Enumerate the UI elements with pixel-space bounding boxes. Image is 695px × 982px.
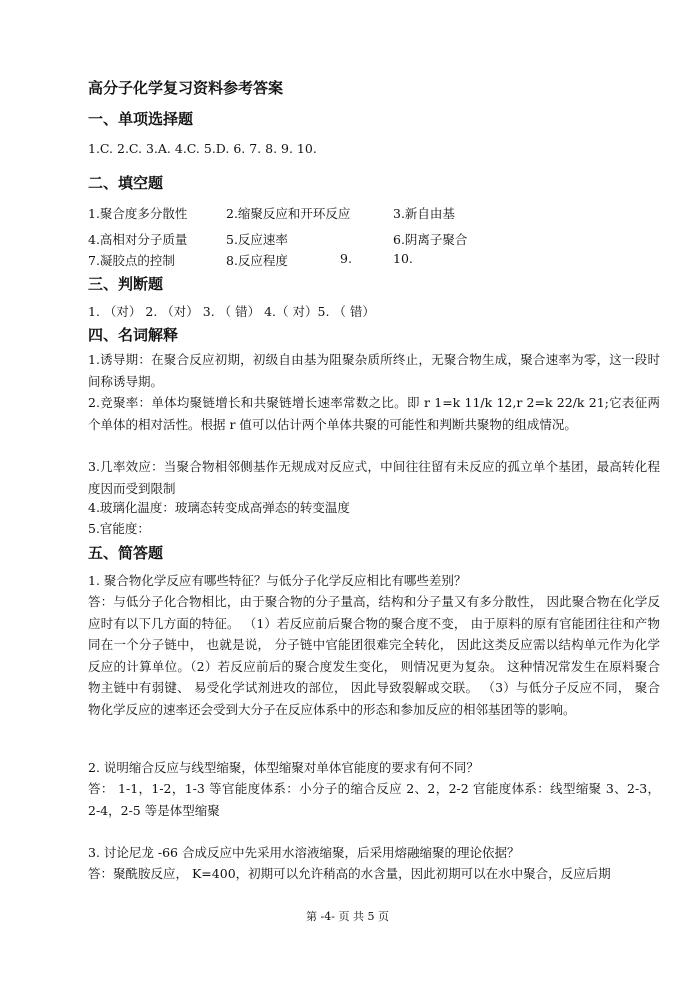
term-5: 5.官能度：: [88, 521, 150, 536]
section-2-heading: 二、填空题: [88, 174, 164, 192]
answer-2: 答： 1-1，1-2，1-3 等官能度体系：小分子的缩合反应 2、2，2-2 官能度体系：线型缩聚 3、2-3， 2-4，2-5 等是体型缩聚: [88, 781, 660, 818]
fill-answer-3: 3.新自由基: [393, 206, 455, 221]
fill-answer-7: 7.凝胶点的控制: [88, 253, 175, 268]
fill-answer-6: 6.阴离子聚合: [393, 232, 468, 247]
term-2: 2.竞聚率：单体均聚链增长和共聚链增长速率常数之比。即 r 1=k 11/k 12,r 2=k 22/k 21;它表征两个单体的相对活性。根据 r 值可以估计两个单体共聚的可能性和判断共聚物的组成情况。: [88, 395, 660, 432]
section-1-heading: 一、单项选择题: [88, 110, 194, 128]
fill-answer-8: 8.反应程度: [226, 253, 288, 268]
fill-answer-2: 2.缩聚反应和开环反应: [226, 206, 351, 221]
term-4: 4.玻璃化温度：玻璃态转变成高弹态的转变温度: [88, 500, 350, 515]
answer-1: 答：与低分子化合物相比，由于聚合物的分子量高，结构和分子量又有多分散性， 因此聚合物在化学反应时有以下几方面的特征。 （1）若反应前后聚合物的聚合度不变， 由于原料的原有官能团往往和产物同在一个分子链中， 也就是说， 分子链中官能团很难完全转化， 因此这类反应需以结构单元作为化学反应的计算单位。（2）若反应前后的聚合度发生变化， 则情况更为复杂。 这种情况常发生在原料聚合物主链中有弱键、 易受化学试剂进攻的部位， 因此导致裂解或交联。 （3）与低分子反应不同， 聚合物化学反应的速率还会受到大分子在反应体系中的形态和参加反应的相邻基团等的影响。: [88, 594, 660, 717]
question-2: 2. 说明缩合反应与线型缩聚，体型缩聚对单体官能度的要求有何不同？: [88, 760, 479, 775]
section-1-answers: 1.C. 2.C. 3.A. 4.C. 5.D. 6. 7. 8. 9. 10.: [88, 141, 317, 156]
section-3-answers: 1. （对） 2. （对） 3. （ 错） 4.（ 对）5. （ 错）: [88, 304, 375, 319]
fill-answer-1: 1.聚合度多分散性: [88, 206, 188, 221]
fill-answer-9: 9.: [340, 251, 352, 266]
question-1: 1. 聚合物化学反应有哪些特征？与低分子化学反应相比有哪些差别？: [88, 573, 467, 588]
term-3: 3.几率效应：当聚合物相邻侧基作无规成对反应式，中间往往留有未反应的孤立单个基团，最高转化程度因而受到限制: [88, 459, 660, 496]
page-footer: 第 -4- 页 共 5 页: [306, 910, 389, 923]
section-4-heading: 四、名词解释: [88, 326, 179, 344]
fill-answer-4: 4.高相对分子质量: [88, 232, 188, 247]
question-3: 3. 讨论尼龙 -66 合成反应中先采用水溶液缩聚，后采用熔融缩聚的理论依据？: [88, 845, 520, 860]
section-3-heading: 三、判断题: [88, 275, 164, 293]
fill-answer-5: 5.反应速率: [226, 232, 288, 247]
answer-3: 答：聚酰胺反应， K=400，初期可以允许稍高的水含量，因此初期可以在水中聚合，反应后期: [88, 866, 611, 881]
term-1: 1.诱导期：在聚合反应初期，初级自由基为阻聚杂质所终止，无聚合物生成，聚合速率为零，这一段时间称诱导期。: [88, 352, 660, 389]
fill-answer-10: 10.: [393, 251, 413, 266]
section-5-heading: 五、简答题: [88, 544, 164, 562]
page-title: 高分子化学复习资料参考答案: [88, 79, 284, 97]
